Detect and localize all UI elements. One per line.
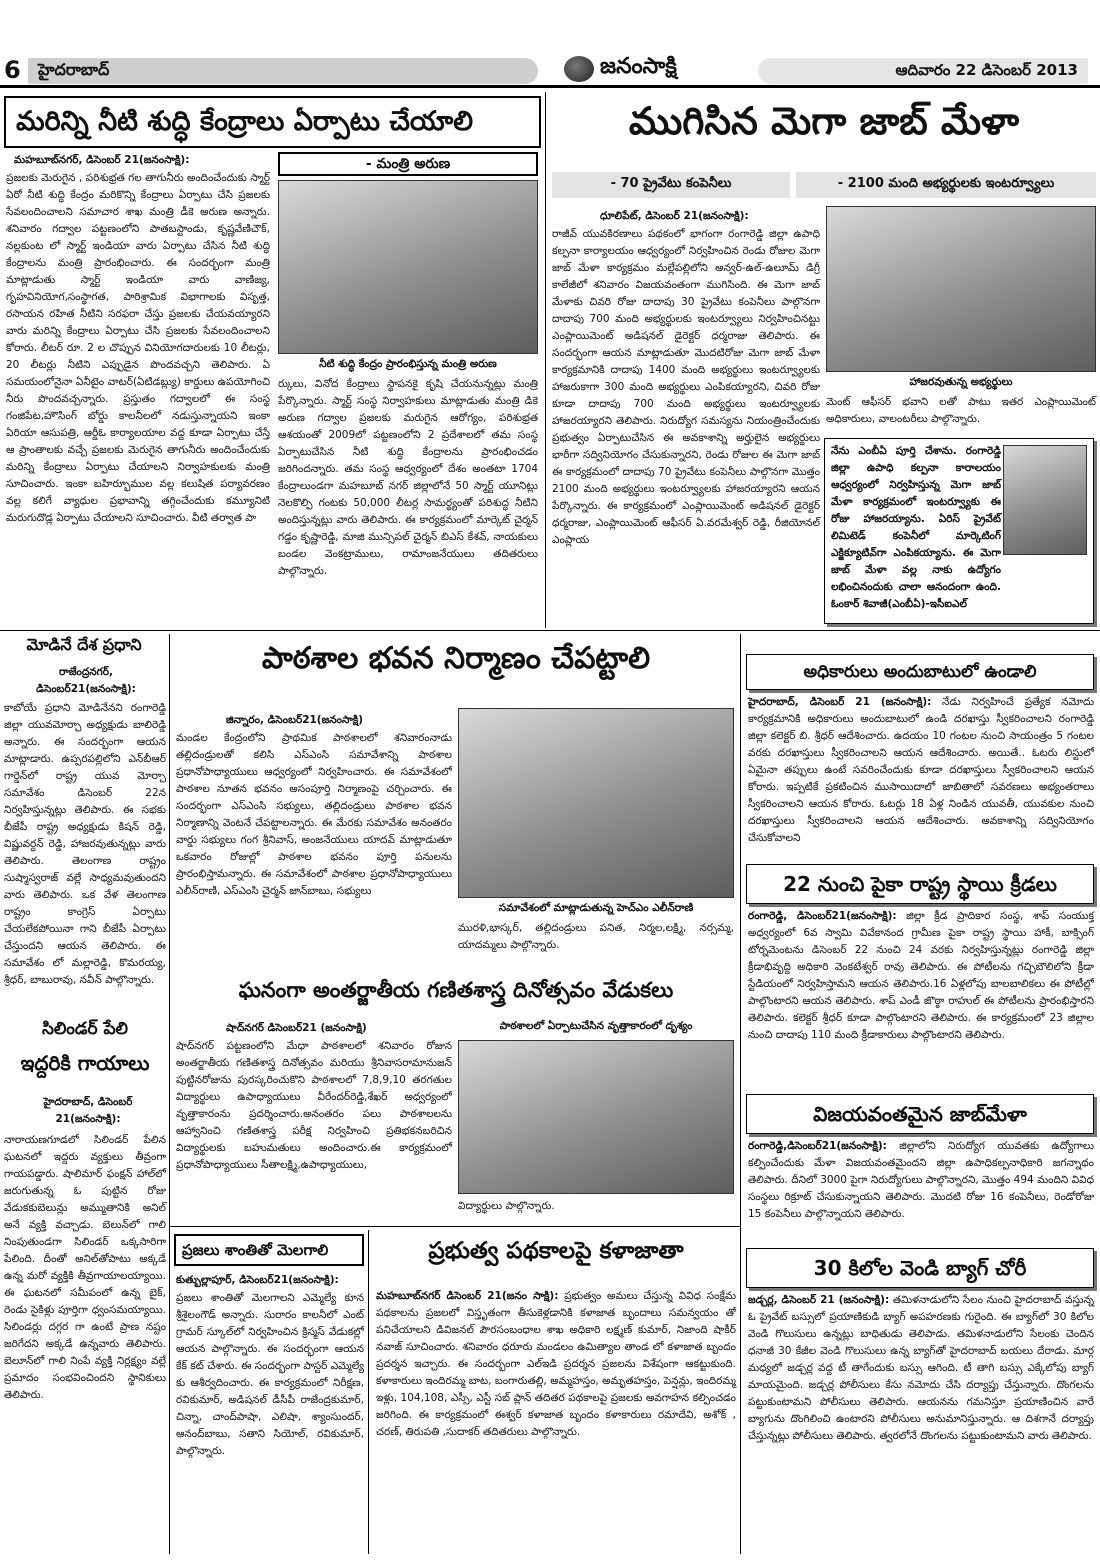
story8-body [376, 1288, 736, 1554]
story11-body-text: జిల్లాలోని నిరుద్యోగ యువతకు ఉద్యోగాలు కల్పించేందుకు మేళా విజయవంతమైందని జిల్లా ఉపాధికల్పనాధికారి జగన్నాథం తెలిపారు. దీనిలో 3000 పైగా నిరుద్యోగులు పాల్గొన్నారని, మొత్తం 494 మందిని వివిధ సంస్థలు రిక్రూట్ చేసుకున్నాయని తెలిపారు. మొదటి రోజు 16 కంపెనీలు, రెండోరోజు 15 కంపెనీలు పాల్గొన్నాయని తెలిపారు. [748, 1140, 1094, 1220]
story5-body-col1: మండల కేంద్రంలోని ప్రాథమిక పాఠశాలలో శనివారంనాడు తల్లిదండ్రులతో కలిసి ఎస్ఎంసి సమావేశాన్ని పాఠశాల ప్రధానోపాధ్యాయులు ఆధ్వర్యంలో నిర్వహించారు. ఈ సమావేశంలో పాఠశాల నూతన భవనం అసంపూర్తి నిర్మాణంపై చర్చించారు. ఈ సందర్భంగా ఎస్ఎంసి సభ్యులు, తల్లిదండ్రులు పాఠశాల భవన నిర్మాణాన్ని వెంటనే చేపట్టాలన్నారు. ఈ మేరకు సమావేశం అనంతరం వార్డు సభ్యులు గంగ శ్రీనివాస్, అంజనేయులు యాదవ్ మాట్లాడుతూ ఒకవారం రోజుల్లో పాఠశాల భవనం పూర్తి పనులను ప్రారంభిస్తామన్నారు. ఈ సమావేశంలో పాఠశాల ప్రధానోపాధ్యాయులు ఎలీన్‌రాణి, ఎస్ఎంసి చైర్మన్ జాన్‌బాబు, సభ్యులు [176, 732, 452, 897]
story5-dateline: జిన్నారం, డిసెంబర్21(జనంసాక్షి) [226, 714, 364, 726]
story5-body-col2: మురళి,భాస్కర్, తల్లిదండ్రులు పనిత, నిర్మల,లక్ష్మి, నర్సమ్మ, యాదమ్మలు పాల్గొన్నారు. [458, 922, 734, 951]
story2-dateline: ధూలిపేట్, డిసెంబర్ 21(జనంసాక్షి): [600, 210, 749, 222]
story12-body [748, 1292, 1094, 1554]
story10-headline: 22 నుంచి పైకా రాష్ట్ర స్థాయి క్రీడలు [783, 872, 1057, 896]
story12-headline-box [746, 1248, 1094, 1288]
story3-body: కాబోయే ప్రధాని మోడినేనని రంగారెడ్డి జిల్లా యువమోర్చా అధ్యక్షుడు బాలిరెడ్డి అన్నారు. ఈ సందర్భంగా ఆయన మాట్లాడారు. ఉప్పరపల్లిలోని ఎన్‌బీఆర్ గార్డెన్‌లో రాష్ట్ర యువ మోర్చా సమావేశం డిసెంబర్ 22న నిర్వహిస్తున్నట్లు తెలిపారు. ఈ సభకు బీజేపీ రాష్ట్ర అధ్యక్షుడు కిషన్ రెడ్డి, విష్ణువర్ధన్ రెడ్డి, హాజరవుతున్నట్లు వారు తెలిపారు. తెలంగాణ రాష్ట్రం సుష్మాస్వరాజ్ వల్లే సాధ్యమవుతుందని వారు తెలిపారు. ఒక వేళ తెలంగాణ రాష్ట్రం కాంగ్రెస్ ఏర్పాటు చేయలేకపోయినా గాని బీజేపీ ఏర్పాటు చేస్తుందని ఆయన తెలిపారు. ఈ సమావేశం లో మల్లారెడ్డి, కొమరయ్య, శ్రీధర్, బాబురావు, నవీన్ పాల్గొన్నారు. [4, 702, 166, 986]
story1-headline-box [4, 96, 541, 148]
story4-body: నారాయణగూడలో సిలిండర్ పేలిన ఘటనలో ఇద్దరు వ్యక్తులు తీవ్రంగా గాయపడ్డారు. షాలిమార్ ఫంక్షన్ హాల్‌లో జరుగుతున్న ఓ పుట్టిన రోజు వేడుకకుబెలున్లు అమ్ముతానికి అనిల్ అనే వ్యక్తి వచ్చాడు. బెలున్‌లో గాలి నింపుతుండగా సిలిండర్ ఒక్కసారిగా పేలింది. దీంతో అనిల్‌తోపాటు అక్కడే ఉన్న మరో వ్యక్తికి తీవ్రగాయాలయ్యాయి. ఈ ఘటనలో సమీపంలో ఉన్న బైక్, రెండు సైకిళ్లు పూర్తిగా ధ్వంసమయ్యాయి. సిలిండర్లు దగ్గర గా ఉంటే ప్రాణ నష్టం జరిగేదని అక్కడే ఉన్నవారు తెలిపారు. బెలూన్‌లో గాలి నింపే వ్యక్తి నిర్లక్ష్యం వల్లే ప్రమాదం సంభవించిందని స్థానికులు తెలిపారు. [4, 1134, 166, 1401]
story2-photo [826, 206, 1096, 372]
story4-dateline: హైదరాబాద్, డిసెంబర్ 21(జనంసాక్షి): [43, 1096, 133, 1125]
story9-headline-box [746, 654, 1094, 690]
story12-body-text: తమిళనాడులోని సేలం నుంచి హైదరాబాద్ వస్తున్న ఓ ప్రైవేట్ బస్సులో ప్రయాణికుడి బ్యాగ్ అపహరణకు గురైంది. ఈ బ్యాగ్‌లో 30 కిలోల వెండి గొలుసులు ఉన్నట్లు బాధితుడు తెలిపాడు. తమిళనాడులోని సేలంకు చెందిన ధనాజీ 30 కేజీల వెండి గొలుసులు ఉన్న బ్యాగ్‌తో హైదరాబాద్ బయలు దేరాడు. మార్గ మధ్యలో జడ్చర్ల వద్ద టీ తాగేందుకు బస్సు ఆగింది. టీ తాగి బస్సు ఎక్కేలోపు బ్యాగ్ మాయమైంది. జడ్చర్ల పోలీసులు కేసు నమోదు చేసి దర్యాప్తు చేస్తున్నారు. దొంగలను పట్టుకుంటామని పోలీసులు తెలిపారు. ఆయనను గమనిస్తూ ప్రయాణించిన వారే బ్యాగును దొంగిలించి ఉంటారని పోలీసులు అనుమానిస్తున్నారు. ఆ దిశగానే దర్యాప్తు చేస్తున్నట్లు పోలీసులు తెలిపారు. త్వరలోనే దొంగలను పట్టుకుంటామని వారు తెలిపారు. [748, 1294, 1095, 1442]
story6-body-col2: విద్యార్థులు పాల్గొన్నారు. [458, 1200, 555, 1212]
story1-subhead: - మంత్రి అరుణ [278, 152, 538, 176]
story10-body [748, 908, 1094, 1088]
page-number: 6 [4, 56, 21, 84]
story10-headline-box [746, 864, 1094, 904]
story6-dateline: షాద్‌నగర్ డిసెంబర్21 (జనంసాక్షి) [226, 1022, 367, 1034]
story1-photo [278, 180, 538, 354]
story7-body: ప్రజలు శాంతితో మెలగాలని ఎమ్మెల్యే కూన శ్రీశైలంగౌడ్ అన్నారు. సురారం కాలనీలో ఎంట్ గ్రామర్ స్కూల్‌లో నిర్వహించిన క్రిస్మస్ వేడుకల్లో ఆయన పాల్గొన్నారు. ఈ సందర్భంగా ఆయన కేక్ కట్ చేశారు. ఈ సందర్భంగా పాస్టర్ ఎమ్మెల్యే కు ఆశీర్వదించారు. ఈ కార్యక్రమంలో నిరీక్షణ, రవికుమార్, అడిషనల్ డీసీపీ రాజేంద్రకుమార్, చిన్నా, చాంద్‌పాషా, ఎలిషా, శ్యాంసుందర్, ఆనంద్‌బాబు, సతాని సియోల్, రవికుమార్, పాల్గొన్నారు. [176, 1292, 365, 1457]
paper-logo [564, 52, 734, 86]
column-divider [545, 92, 546, 628]
story10-body-text: జిల్లా క్రీడ ప్రాదికార సంస్థ, శాప్ సంయుక్త అధ్వర్యంలో 6వ స్వామి వివేకానంద గ్రామీణ పైకా రాష్ట్ర స్థాయి హాకీ, బాక్సింగ్ టోర్నమెంటను డిసెంబర్ 22 నుంచి 24 వరకు నిర్వహిస్తున్నట్లు రంగారెడ్డి జిల్లా క్రీడాభివృద్ది అధికారి వెంకటేశ్వర్ రావు తెలిపారు. ఈ పోటీలను గచ్చిబౌలిలోని క్రీడా స్టేడియంలో నిర్వహిస్తామని ఆయన తెలిపారు.16 ఏళ్లలోపు బాలబాలికలు ఈ పోటీల్లో పాల్గొంటారని ఆయన తెలిపారు. శాప్ ఎండీ జొఠ్ఠా రాహుల్ ఈ పోటీలను ప్రారంభిస్తారని తెలిపారు. కలెక్టర్ శ్రీధర్ కూడా పాల్గొంటారని తెలిపారు. ఈ కార్యక్రమంలో 23 జిల్లాల నుంచి దాదాపు 110 మంది క్రీడాకారులు పాల్గొంటారని తెలిపారు. [748, 910, 1095, 1041]
story6-body-col1: షాద్‌నగర్ పట్టణంలోని మేధా పాఠశాలలో శనివారం రోజున అంతర్జాతీయ గణితశాస్త్ర దినోత్సవం మరియు శ్రీనివాసరామానుజన్ పుట్టినరోజును పురస్కరించుకొని పాఠశాలలో 7,8,9,10 తరగతుల విద్యార్థులు ఉపాధ్యాయులు వీరేందర్‌రెడ్డి,శేఖర్ అధ్వర్యంలో వృత్తాకారంను ప్రదర్శించారు.అనంతరం పలు పాఠశాలలను ఆహ్వానించి గణితశాస్త్ర పరీక్ష నిర్వహించి ప్రతిభకనబరిచిన విద్యార్థులకు బహుమతులు అందించారు.ఈ కార్యక్రమంలో ప్రధానోపాధ్యాయులు సీతాలక్ష్మి,ఉపాధ్యాయులు, [176, 1040, 452, 1171]
story12-headline: 30 కిలోల వెండి బ్యాగ్ చోరీ [813, 1256, 1027, 1280]
story1-headline: మరిన్ని నీటి శుద్ధి కేంద్రాలు ఏర్పాటు చేయాలి [16, 106, 474, 137]
story4-headline-line2: ఇద్దరికి గాయాలు [20, 1051, 150, 1075]
story10-dateline: రంగారెడ్డి, డిసెంబర్21(జనంసాక్షి): [748, 910, 897, 922]
quote-text-top: నేను ఎంబీఏ పూర్తి చేశాను. రంగారెడ్డి జిల్లా ఉపాధి కల్పనా కారాలయం ఆధ్వర్యంలో నిర్వహిస్తున్న మెగా జాబ్ మేళా కార్యక్రమంలో ఇంటర్వ్యూకు ఈ రోజు హాజరయ్యాను. ఏరిస్ ప్రైవేట్ లిమిటెడ్ కంపెనీలో మార్కెటింగ్ ఎక్జిక్యూటివ్‌గా ఎంపికయ్యాను. ఈ మెగా జాబ్ మేళా వల్ల నాకు ఉద్యోగం లభించినందుకు చాలా ఆనందంగా ఉంది. ఓంకార్ శివాజీ(ఎంబీఏ)-ఇసీఐఎల్ [831, 445, 1001, 610]
story11-dateline: రంగారెడ్డి,డిసెంబర్21(జనంసాక్షి): [748, 1140, 887, 1152]
story5-photo [458, 708, 734, 898]
column-divider-4 [740, 634, 741, 1554]
story9-dateline: హైదరాబాద్, డిసెంబర్ 21 (జనంసాక్షి): [748, 696, 932, 708]
story7-dateline: కుత్బుల్లాపూర్, డిసెంబర్21(జనంసాక్షి): [176, 1274, 339, 1286]
column-divider-2 [169, 634, 170, 1554]
story8-body-text: ప్రభుత్వం అమలు చేస్తున్న వివిధ సంక్షేమ పథకాలను ప్రజలలో విస్తృతంగా తీసుకెళ్లడానికి కళాజాత బృందాలు సమన్వయం తో పనిచేయాలని డివిజనల్ పౌరసంబంధాల శాఖ అధికారి లక్ష్మణ్ కుమార్, నిజాంది షాకీర్ నవాజ్ సూచించారు. శనివారం ధరూరు మండలం ఉమిత్యాల తాండ లో కళాజాత బృందం ప్రదర్శన ఇచ్చారు. ఈ సందర్భంగా ఎల్ఇడి ప్రదర్శన ప్రజలను విశేషంగా ఆకట్టుకుంది. కళాకారులు ఇందిరమ్మ బాట, బంగారుతల్లి, అమ్మహస్తం, అమృతహస్తం, పెన్షన్లు, ఇందిరమ్మ ఇళ్లు, 104,108, ఎస్సీ, ఎస్టీ సబ్ ప్లాన్ తదితర పథకాలపై ప్రజలకు అవగాహన కల్పించడం జరిగింది. ఈ కార్యక్రమంలో ఈశ్వర్ కళాజాత బృందం కళాకారులు రమాదేవి, అశోక్ , చరణ్, తిరుపతి ,సుదాకర్ తదితరులు పాల్గొన్నారు. [376, 1290, 737, 1438]
column-divider-3 [368, 1230, 369, 1554]
story2-photo-caption: హాజరవుతున్న అభ్యర్థులు [909, 376, 1013, 388]
story7-headline: ప్రజలు శాంతితో మెలగాలి [182, 1241, 329, 1259]
story8-dateline: మహబూబ్‌నగర్ డిసెంబర్ 21(జనం సాక్షి): [376, 1290, 559, 1302]
story5-headline: పాఠశాల భవన నిర్మాణం చేపట్టాలి [261, 641, 651, 676]
story6-photo-caption: పాఠశాలలో ఏర్పాటుచేసిన వృత్తాకారంలో దృశ్యం [499, 1020, 693, 1032]
story8-headline: ప్రభుత్వ పథకాలపై కళాజాతా [428, 1238, 684, 1264]
horizontal-divider-2 [170, 1226, 740, 1227]
story3-headline: మోడినే దేశ ప్రధాని [26, 635, 142, 654]
story1-body-col2: ర్కులు, వినోద కేంద్రాలు స్థాపనకై కృషి చేయనున్నట్లు మంత్రి పేర్కొన్నారు. స్మార్ట్ సంస్థ నిర్వాహకులు మాట్లాడుతు మంత్రి డికె అరుణ గద్వాల ప్రజలకు మరుగైన ఆరోగ్యం, పరిశుభ్రత ఆశయంతో 2009లో పట్టణంలోని 2 ప్రదేశాలలో తమ సంస్థ ఏర్పాటుచేసిన నీటి శుద్ధి కేంద్రాలను ప్రారంభించడం జరిగిందన్నారు. తమ సంస్థ ఆధ్వర్యంలో దేశం అంతటా 1704 కేంద్రాలుండగా మహబూబ్ నగర్ జిల్లాలోనే 50 స్మార్ట్ యూనిట్లు నెలకొల్పి గంటకు 50,000 లీటర్ల సామర్థ్యంతో పరిశుద్ధ నీటిని అందిస్తున్నట్లు వారు తెలిపారు. ఈ కార్యక్రమంలో మార్కెట్ చైర్మన్ గడ్డం కృష్ణారెడ్డి, మాజి మున్సిపల్ చైర్మన్ బిఎస్ కేశవ్, నాయకులు బండల వెంకట్రాములు, రామాంజనేయులు తదితరులు పాల్గొన్నారు. [278, 378, 538, 577]
story4-headline-line1: సిలిండర్ పేలి [41, 1019, 128, 1039]
story6-headline: ఘనంగా అంతర్జాతీయ గణితశాస్త్ర దినోత్సవం వేడుకలు [238, 978, 674, 1002]
story9-body [748, 694, 1094, 852]
paper-name: జనంసాక్షి [600, 54, 677, 79]
quote-portrait [1003, 445, 1087, 555]
story1-body-col1: ప్రజలకు మెరుగైన , పరిశుభ్రత గల తాగునీరు అందించేందుకు స్మార్ట్ ఏరో నీటి శుద్ధి కేంద్రం మరికొన్ని కేంద్రాలు ఏర్పాటు చేసి ప్రజలకు సేవలందించాలని సమాచార శాఖ మంత్రి డీకె అరుణ అన్నారు. శనివారం గద్వాల పట్టణంలోని పాతబస్టాండు, కృష్ణవేణిచౌక్, నల్లకుంట లో స్మార్ట్ ఇండియా వారు ఏర్పాటు చేసిన నీటి శుద్ధి కేంద్రాలను మంత్రి ప్రారంభించారు. ఈ సందర్భంగా మంత్రి మాట్లాడుతు స్మార్ట్ ఇండియా వారు వాణిజ్య, గృహవినియోగ,సంస్థాగత, పారిశ్రామిక విభాగాలకు విసృత్త, రసాయన రహిత నీటిని సరఫరా చేస్తు ప్రజలకు చేయవయ్యారని వారు మరిన్ని కేంద్రాలు ఏర్పాటు చేసి ప్రజలకు సేవలందించాలని కోరారు. లీటర్ రూ. 2 ల చొప్పున వినియోగదారులకు 10 లీటర్లు, 20 లీటర్లు నీటిని ఎప్పుడైన పొందవచ్చని తెలిపారు. ఏ సమయంలోనైనా ఏనీటైం వాటర్(ఏటిడబ్ల్యు) కార్డులు ఉపయోగించి నీరు పొందవచ్చన్నారు. ప్రస్తుతం గద్వాలలో ఈ సంస్థ గంజిపేట,హౌసింగ్ బోర్డు కాలనీలలో నడుస్తున్నాయని ఇంకా ఏరియా ఆసుపత్రి, ఆర్డీఓ కార్యాలయాల వద్ద కూడా ఏర్పాటు చేస్తే ఆ ప్రాంతాలకు వచ్చే ప్రజలకు మెరుగైన తాగునీరు అందించేందుకు మరిన్ని కేంద్రాలు ఏర్పాటు చేయాలని నిర్వాహకులకు మంత్రి సూచించారు. ఇంకా బహిర్భూముల వల్ల కలుషిత పర్యావరణం వల్ల కలిగే వ్యాధుల ప్రభావాన్ని తగ్గించేందుకు కమ్యూనిటి మరుగుదొడ్ల ఏర్పాటు చేయాలని సూచించారు. వీటి తర్వాత పా [6, 172, 270, 524]
section-label: హైదరాబాద్ [28, 58, 538, 84]
story2-quote-box [824, 438, 1094, 624]
story12-dateline: జడ్చర్ల, డిసెంబర్ 21 (జనంసాక్షి): [748, 1294, 890, 1306]
story6-photo [458, 1040, 734, 1194]
story1-dateline: మహబూబ్‌నగర్, డిసెంబర్ 21(జనంసాక్షి): [14, 154, 190, 166]
story2-headline: ముగిసిన మెగా జాబ్ మేళా [628, 99, 1020, 143]
story2-body-col1: రాజీవ్ యువకిరణాలు పథకంలో భాగంగా రంగారెడ్డి జిల్లా ఉపాధి కల్పనా కార్యాలయం ఆధ్వర్యంలో నిర్వహించిన రెండు రోజుల మెగా జాబ్ మేళా కార్యక్రమం మల్లేపల్లిలోని అన్వర్-ఉల్-ఉలూమ్ డిగ్రీ కాలేజీలో శనివారం విజయవంతంగా ముగిసింది. ఈ మెగా జాబ్ మేళాకు చివరి రోజు దాదాపు 30 ప్రైవేటు కంపెనీలు పాల్గొనగా దాదాపు 700 మంది అభ్యర్థులకు ఇంటర్వ్యూలు నిర్వహించినట్టు ఎంప్లాయిమెంట్ అడిషనల్ డైరెక్టర్ ధర్మరాజు తెలిపారు. ఈ సందర్భంగా ఆయన మాట్లాడుతూ మొదటిరోజు మెగా జాబ్ మేళా కార్యక్రమానికి దాదాపు 1400 మంది అభ్యర్థులు ఇంటర్వ్యూలకు హాజరుకాగా 300 మంది అభ్యర్థులు ఎంపికయ్యారని, చివరి రోజు కూడా దాదాపు 700 మంది అభ్యర్థులు ఇంటర్వ్యూలకు హాజరయ్యారని తెలిపారు. నిరుద్యోగ సమస్యను నియంత్రించేందుకు ప్రభుత్వం ఏర్పాటుచేసిన ఈ అవకాశాన్ని అర్హులైన అభ్యర్థులు భారీగా సద్వినియోగం చేసుకున్నారని, రెండు రోజుల ఈ మెగా జాబ్ ఈ కార్యక్రమంలో దాదాపు 70 ప్రైవేటు కంపెనీలు పాల్గొనగా మొత్తం 2100 మంది అభ్యర్థులు ఇంటర్వ్యూలకు హాజరయ్యారని ఆయన పేర్కొన్నారు. ఈ కార్యక్రమంలో ఎంప్లాయిమెంట్ అడిషనల్ డైరెక్టర్ ధర్మరాజు, ఎంప్లాయిమెంట్ ఆఫీసర్ ఏ.వరమేశ్వర్ రెడ్డి, రీజియోనల్ ఎంప్లాయ [552, 228, 820, 546]
story7-headline-box [174, 1234, 364, 1266]
story5-photo-caption: సమావేశంలో మాట్లాడుతున్న హెచ్ఎం ఎలీన్‌రాణి [498, 902, 694, 914]
story2-subhead-2: - 2100 మంది అభ్యర్థులకు ఇంటర్వ్యూలు [796, 172, 1096, 198]
story11-headline-box [746, 1094, 1094, 1134]
masthead [0, 0, 1100, 88]
story2-subhead-1: - 70 ప్రైవేటు కంపెనీలు [552, 172, 790, 198]
issue-date: ఆదివారం 22 డిసెంబర్ 2013 [758, 58, 1088, 84]
emblem-icon [564, 56, 594, 82]
story9-headline: అధికారులు అందుబాటులో ఉండాలి [803, 662, 1037, 682]
story11-headline: విజయవంతమైన జాబ్‌మేళా [813, 1102, 1027, 1126]
story9-body-text: నేడు నిర్వహించే ప్రత్యేక నమోదు కార్యక్రమానికి అధికారులు అందుబాటులో ఉండి దరఖాస్తు స్వీకరించాలని రంగారెడ్డి జిల్లా కలెక్టర్ బి. శ్రీధర్ ఆదేశించారు. ఉదయం 10 గంటల నుంచి సాయంత్రం 5 గంటల వరకు దరఖాస్తులు స్వీకరించాలని ఆయన ఆదేశించారు. అయితే.. ఓటరు లిస్టులో ఏమైనా తప్పులు ఉంటే సవరించేందుకు కూడా దరఖాస్తులు స్వీకరించాలని ఆయన కోరారు. ఇప్పటికే ప్రకటించిన ముసాయిదాలో జాబితాలో సవరణలు అభ్యంతరాలు స్వీకరించాలని ఆయన కోరారు. ఓటర్లు 18 ఏళ్ల నిండిన యువతీ, యువకుల నుంచి దరఖాస్తులు స్వీకరించాలని ఆయన ఆదేశించారు. అవకాశాన్ని సద్వినియోగం చేసుకోవాలని [748, 696, 1095, 844]
story1-photo-caption: నీటి శుద్ధి కేంద్రం ప్రారంభిస్తున్న మంత్రి అరుణ [319, 358, 497, 370]
story2-body-col2: మెంట్ ఆఫీసర్ భవాని లతో పాటు ఇతర ఎంప్లాయిమెంట్ అధికారులు, వాలంటరీలు పాల్గొన్నారు. [826, 396, 1096, 425]
story11-body [748, 1138, 1094, 1242]
horizontal-divider [0, 630, 1100, 631]
story3-dateline: రాజేంద్రనగర్, డిసెంబర్21(జనంసాక్షి): [36, 666, 136, 695]
